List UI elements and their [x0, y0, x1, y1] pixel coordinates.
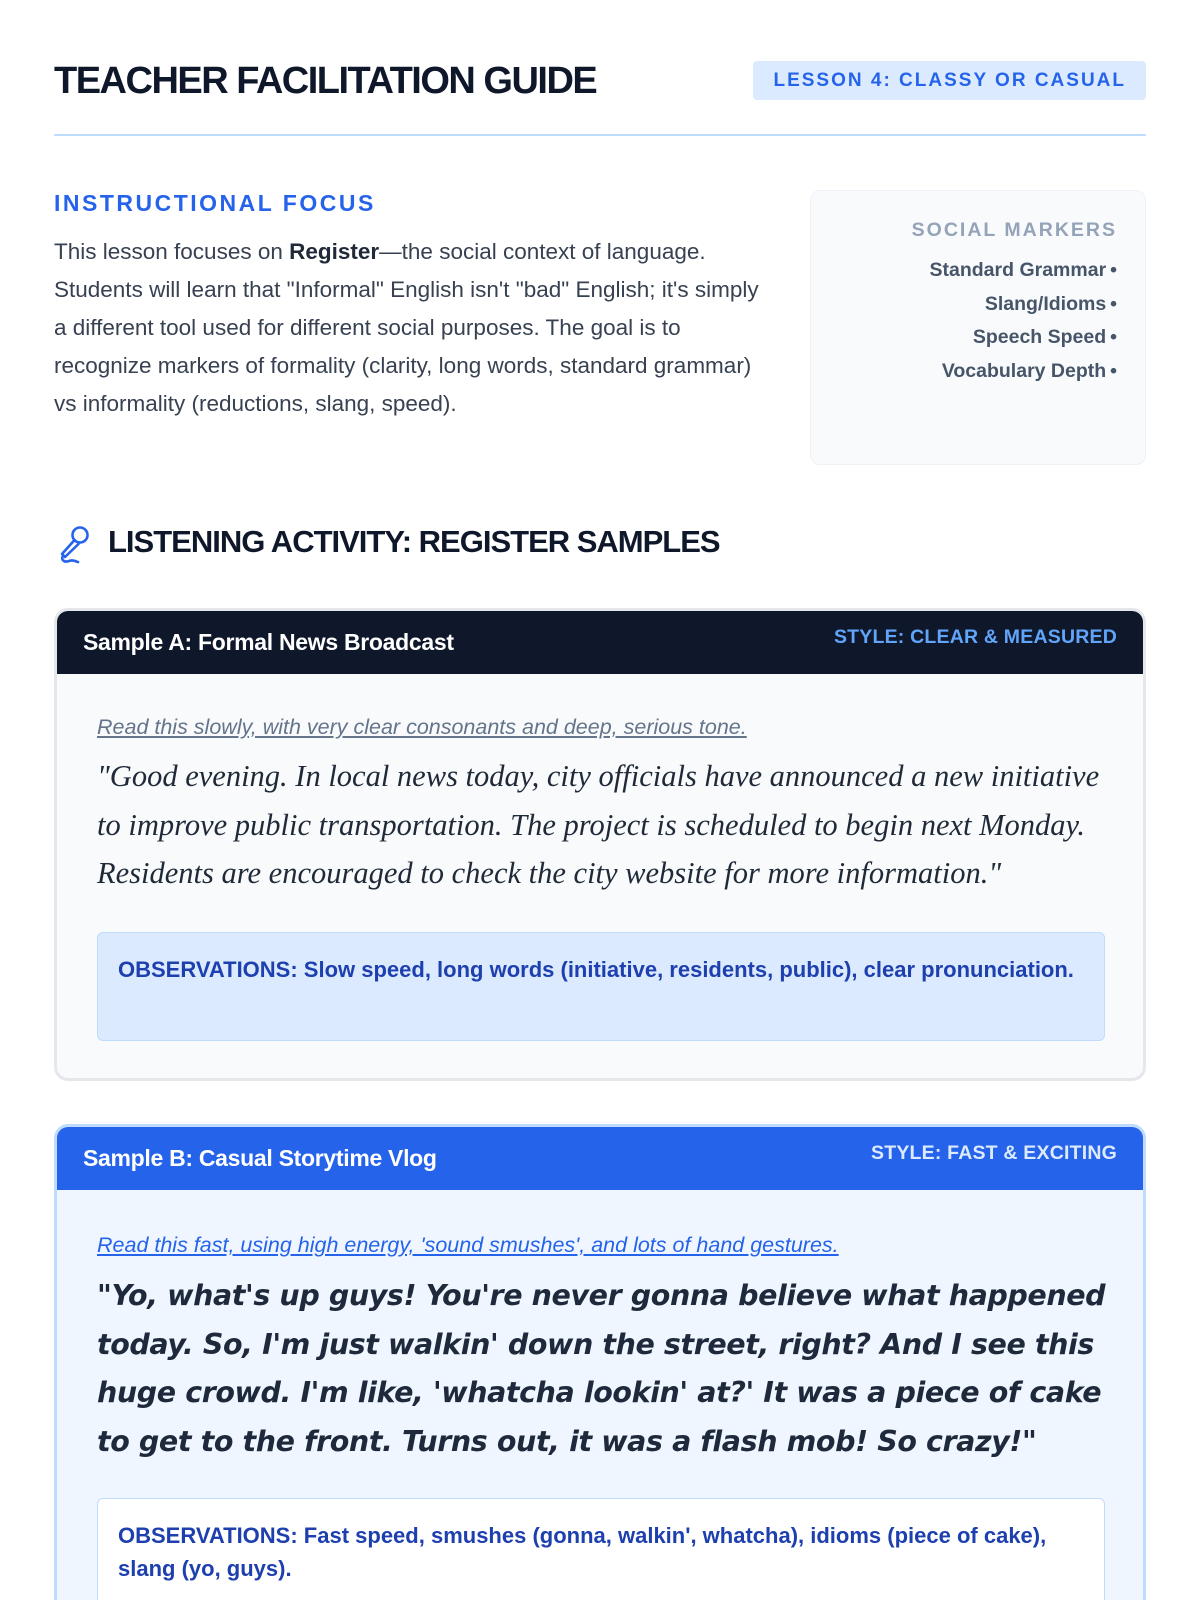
sample-script: "Yo, what's up guys! You're never gonna believe what happened today. So, I'm just walkin' down the street, right? And I see this huge crowd. I'm like, 'whatcha lookin' at?' It was a piece of cake to get to the front. Turns out, it was a flash mob! So crazy!": [97, 1279, 1106, 1458]
listening-activity-title: LISTENING ACTIVITY: REGISTER SAMPLES: [108, 524, 720, 559]
focus-text-bold-term: Register: [289, 239, 380, 264]
social-markers-title: SOCIAL MARKERS: [911, 219, 1117, 241]
bullet-icon: •: [1110, 359, 1117, 382]
focus-text-rest: —the social context of language. Students will learn that "Informal" English isn't "bad" English; it's simply a different tool used for different social purposes. The goal is to recognize markers of formality (clarity, long words, standard grammar) vs informality (reductions, slang, speed).: [54, 239, 759, 416]
sample-style-tag: STYLE: FAST & EXCITING: [871, 1142, 1117, 1164]
sample-style-tag: STYLE: CLEAR & MEASURED: [833, 626, 1117, 648]
instructional-focus-section: [54, 190, 774, 423]
observations-box: OBSERVATIONS: Fast speed, smushes (gonna, walkin', whatcha), idioms (piece of cake), slang (yo, guys).: [97, 1498, 1105, 1600]
social-marker-label: Slang/Idioms: [984, 292, 1107, 315]
social-marker-item: [839, 321, 1117, 355]
social-marker-item: [839, 254, 1117, 288]
lesson-badge: LESSON 4: CLASSY OR CASUAL: [753, 61, 1146, 100]
page-header: [54, 56, 1146, 136]
bullet-icon: •: [1110, 326, 1117, 348]
sample-card-header: [57, 1127, 1143, 1190]
focus-text-start: This lesson focuses on: [54, 239, 290, 264]
bullet-icon: •: [1110, 259, 1117, 281]
bullet-icon: •: [1110, 292, 1117, 315]
social-marker-item: [839, 288, 1117, 322]
reading-direction: Read this slowly, with very clear consonants and deep, serious tone.: [97, 715, 747, 739]
microphone-icon: [56, 524, 92, 564]
instructional-focus-text: [54, 233, 774, 423]
sample-card-header: [57, 611, 1143, 674]
reading-direction: Read this fast, using high energy, 'sound smushes', and lots of hand gestures.: [97, 1233, 839, 1257]
social-marker-label: Vocabulary Depth: [941, 359, 1107, 382]
social-marker-label: Speech Speed: [972, 326, 1107, 348]
sample-card-a: [54, 608, 1146, 1081]
social-marker-label: Standard Grammar: [929, 259, 1107, 281]
social-markers-panel: [810, 190, 1146, 465]
observations-box: OBSERVATIONS: Slow speed, long words (initiative, residents, public), clear pronunciation.: [97, 932, 1105, 1041]
page-title: TEACHER FACILITATION GUIDE: [54, 60, 597, 102]
instructional-focus-label: INSTRUCTIONAL FOCUS: [54, 190, 376, 216]
sample-card-b: [54, 1124, 1146, 1600]
sample-script: "Good evening. In local news today, city officials have announced a new initiative to improve public transportation. The project is scheduled to begin next Monday. Residents are encouraged to check the city website for more information.": [97, 759, 1100, 890]
social-marker-item: [839, 355, 1117, 389]
sample-title: Sample B: Casual Storytime Vlog: [83, 1145, 437, 1171]
sample-title: Sample A: Formal News Broadcast: [83, 629, 454, 655]
